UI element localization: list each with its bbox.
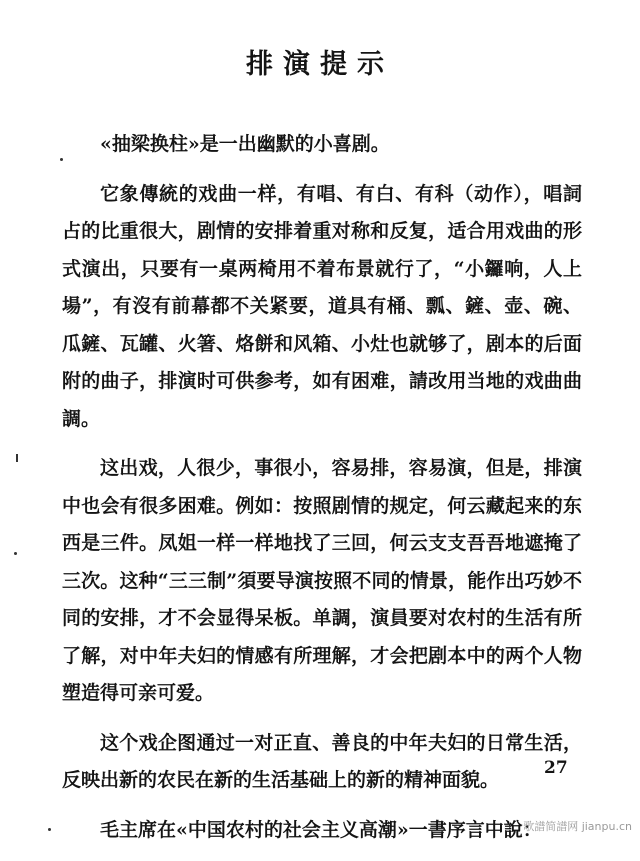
page-title: 排演提示 — [246, 49, 394, 80]
scan-speck — [16, 454, 18, 462]
body-text — [62, 126, 582, 861]
paragraph-5: 毛主席在«中国农村的社会主义高潮»一書序言中說： — [100, 818, 542, 841]
paragraph-1: «抽梁换柱»是一出幽默的小喜剧。 — [100, 133, 390, 155]
scan-speck — [14, 552, 17, 555]
watermark: 歌譜简譜网 jianpu.cn — [523, 820, 632, 833]
paragraph-4: 这个戏企图通过一对正直、善良的中年夫妇的日常生活，反映出新的农民在新的生活基础上的新的精神面貌。 — [62, 731, 582, 791]
page-number: 27 — [544, 758, 568, 778]
paragraph-3: 这出戏，人很少，事很小，容易排，容易演，但是，排演中也会有很多困难。例如：按照剧情的规定，何云藏起来的东西是三件。凤姐一样一样地找了三回，何云支支吾吾地遮掩了三次。这种“三三制”須要导演按照不同的情景，能作出巧妙不同的安排，才不会显得呆板。单調，演員要对农村的生活有所了解，对中年夫妇的情感有所理解，才会把剧本中的两个人物塑造得可亲可爱。 — [62, 457, 582, 704]
paragraph-2: 它象傳統的戏曲一样，有唱、有白、有科（动作），唱詞占的比重很大，剧情的安排着重对称和反复，适合用戏曲的形式演出，只要有一桌两椅用不着布景就行了，“小鑼响，人上場”，有沒有前幕都不关紧要，道具有桶、瓢、鏟、壶、碗、瓜鏟、瓦罐、火箸、烙餅和风箱、小灶也就够了，剧本的后面附的曲子，排演时可供参考，如有困难，請改用当地的戏曲曲調。 — [62, 182, 582, 430]
scan-speck — [60, 158, 63, 161]
scan-speck — [48, 828, 51, 831]
